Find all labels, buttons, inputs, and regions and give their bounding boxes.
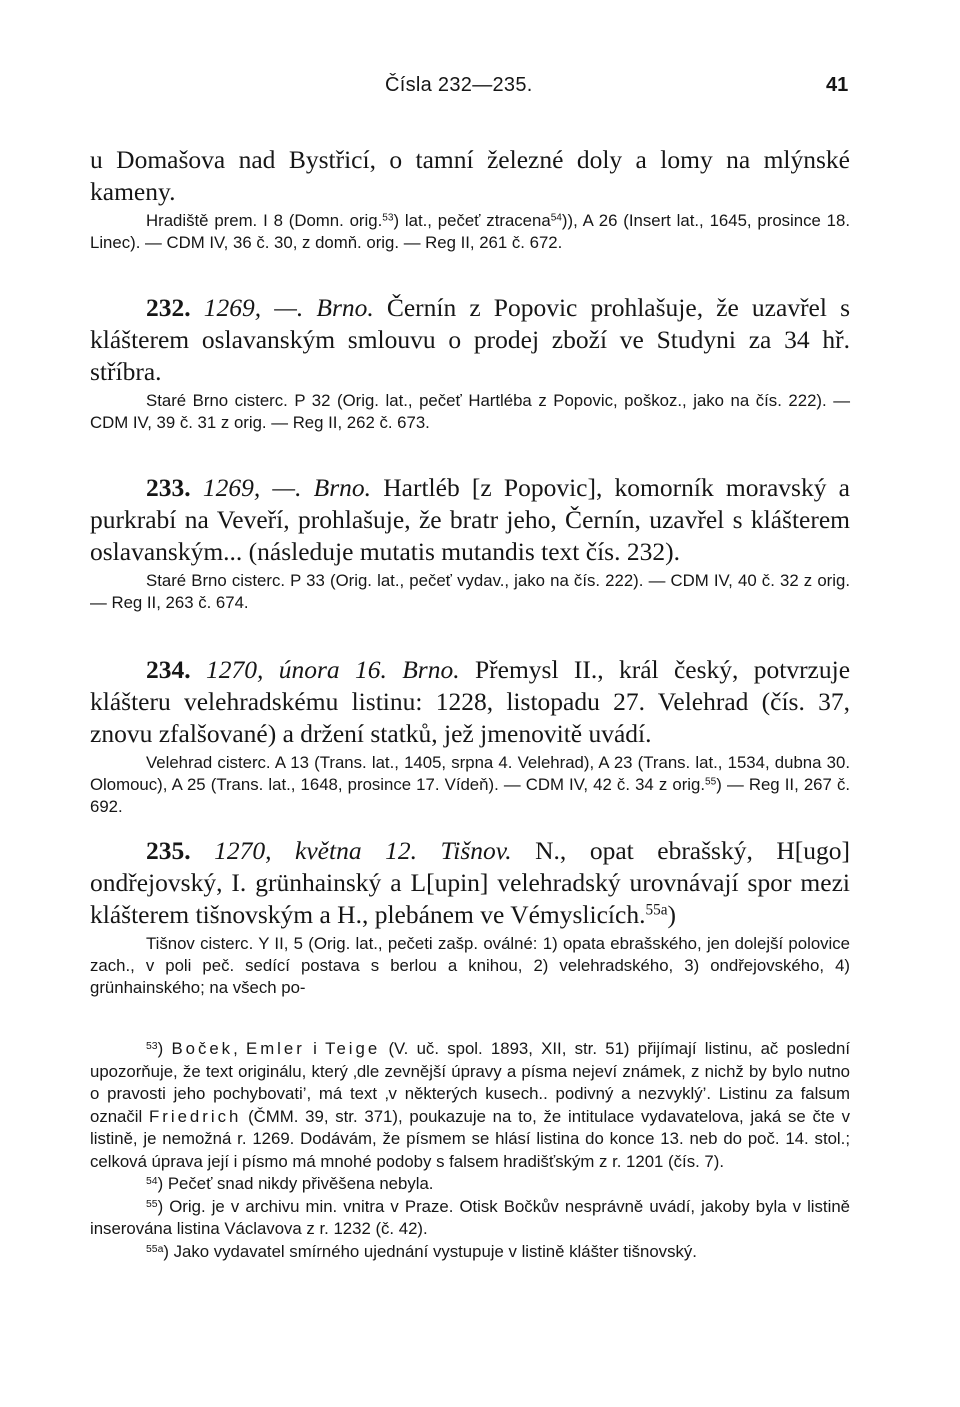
entry-source: Tišnov cisterc. Y II, 5 (Orig. lat., pečeti zašp. oválné: 1) opata ebrašského, jen dolejší polovice zach., v poli peč. sedící postava s berlou a knihou, 2) velehradského, 3) ondřejovského, 4) grünhainského; na všech po- bbox=[90, 934, 850, 997]
footnote-label: 54 bbox=[146, 1175, 158, 1187]
entry-number: 233. bbox=[146, 473, 191, 502]
footnote-ref: 55a bbox=[645, 901, 668, 919]
footnote-label: 55 bbox=[146, 1198, 158, 1210]
entry-date: 1270, května 12. bbox=[214, 836, 417, 865]
entry-text: 234. 1270, února 16. Brno. Přemysl II., král český, potvrzuje klášteru velehradskému listinu: 1228, listopadu 27. Velehrad (čís. 37, znovu zfalšované) a držení statků, jež jmenovitě uvádí. bbox=[90, 655, 851, 748]
footnote-ref: 53 bbox=[382, 212, 394, 224]
running-title: Čísla 232—235. bbox=[385, 74, 533, 96]
page-number: 41 bbox=[826, 74, 849, 96]
entry-233 bbox=[90, 472, 850, 614]
entry-place: Tišnov. bbox=[440, 836, 512, 865]
footnote-54: $^{54}$) Pečeť snad nikdy přivěšena nebyla. bbox=[146, 1174, 434, 1193]
entry-source: Staré Brno cisterc. P 33 (Orig. lat., pečeť vydav., jako na čís. 222). — CDM IV, 40 č. 32 z orig. — Reg II, 263 č. 674. bbox=[90, 571, 850, 612]
footnote-ref: 55 bbox=[705, 776, 717, 788]
footnote-ref: 54 bbox=[550, 212, 562, 224]
entry-235 bbox=[90, 835, 850, 999]
footnote-55a: $^{55a}$) Jako vydavatel smírného ujednání vystupuje v listině klášter tišnovský. bbox=[146, 1241, 697, 1261]
entry-text: 233. 1269, —. Brno. Hartléb [z Popovic], komorník moravský a purkrabí na Veveří, prohlašuje, že bratr jeho, Černín, uzavřel s klášterem oslavanským... (následuje mutatis mutandis text čís. 232). bbox=[90, 473, 850, 566]
footnote-label: 55a bbox=[146, 1243, 164, 1255]
entry-place: Brno. bbox=[402, 655, 460, 684]
entry-text: u Domašova nad Bystřicí, o tamní železné doly a lomy na mlýnské kameny. bbox=[90, 145, 850, 206]
entry-text: 232. 1269, —. Brno. Černín z Popovic prohlašuje, že uzavřel s klášterem oslavanským smlouvu o prodej zboží ve Studyni za 34 hř. stříbra. bbox=[90, 293, 850, 386]
entry-234 bbox=[90, 654, 850, 818]
page-header bbox=[0, 74, 960, 114]
footnote-55: $^{55}$) Orig. je v archivu min. vnitra v Praze. Otisk Bočkův nesprávně uvádí, jakoby byla v listině inserována listina Václavova z r. 1232 (č. 42). bbox=[90, 1196, 850, 1238]
entry-number: 232. bbox=[146, 293, 191, 322]
entry-number: 234. bbox=[146, 655, 191, 684]
entry-text: 235. 1270, května 12. Tišnov. N., opat ebrašský, H[ugo] ondřejovský, I. grünhainský a L[upin] velehradský urovnávají spor mezi klášterem tišnovským a H., plebánem ve Vémyslicích.$^{55a}$) bbox=[90, 836, 851, 929]
entry-source: Velehrad cisterc. A 13 (Trans. lat., 1405, srpna 4. Velehrad), A 23 (Trans. lat., 1534, dubna 30. Olomouc), A 25 (Trans. lat., 1648, prosince 17. Vídeň). — CDM IV, 42 č. 34 z orig.$^{55}$) — Reg II, 267 č. 692. bbox=[90, 753, 851, 816]
footnotes bbox=[90, 1038, 850, 1263]
entry-date: 1270, února 16. bbox=[205, 655, 387, 684]
footnote-label: 53 bbox=[146, 1040, 158, 1052]
entry-232 bbox=[90, 292, 850, 434]
entry-number: 235. bbox=[146, 836, 191, 865]
entry-source: Staré Brno cisterc. P 32 (Orig. lat., pečeť Hartléba z Popovic, poškoz., jako na čís. 222). — CDM IV, 39 č. 31 z orig. — Reg II, 262 č. 673. bbox=[90, 391, 850, 432]
entry-date: 1269, —. bbox=[202, 473, 302, 502]
entry-date: 1269, —. bbox=[203, 293, 304, 322]
entry-source: Hradiště prem. I 8 (Domn. orig.$^{53}$) lat., pečeť ztracena$^{54}$)), A 26 (Insert lat., 1645, prosince 18. Linec). — CDM IV, 36 č. 30, z domň. orig. — Reg II, 261 č. 672. bbox=[90, 211, 850, 252]
entry-fragment bbox=[90, 144, 850, 254]
entry-place: Brno. bbox=[313, 473, 372, 502]
footnote-53: $^{53}$) Boček, Emler i Teige (V. uč. spol. 1893, XII, str. 51) přijímají listinu, ač poslední upozorňuje, že text originálu, který ‚dle zevnější úpravy a písma nejeví známek, z nichž by bylo nutno o pravosti jeho pochybovati’, má text ‚v některých kusech.. podivný a nezvyklý’. Listinu za falsum označil Friedrich (ČMM. 39, str. 371), poukazuje na to, že intitulace vydavatelova, jaká se čte v listině, je nemožná r. 1269. Dodávám, že písmem se hlásí listina do konce 13. neb do poč. 14. stol.; celková úprava její i písmo má mnohé podoby s falsem hradišťským z r. 1201 (čís. 7). bbox=[90, 1039, 850, 1171]
entry-place: Brno. bbox=[316, 293, 374, 322]
